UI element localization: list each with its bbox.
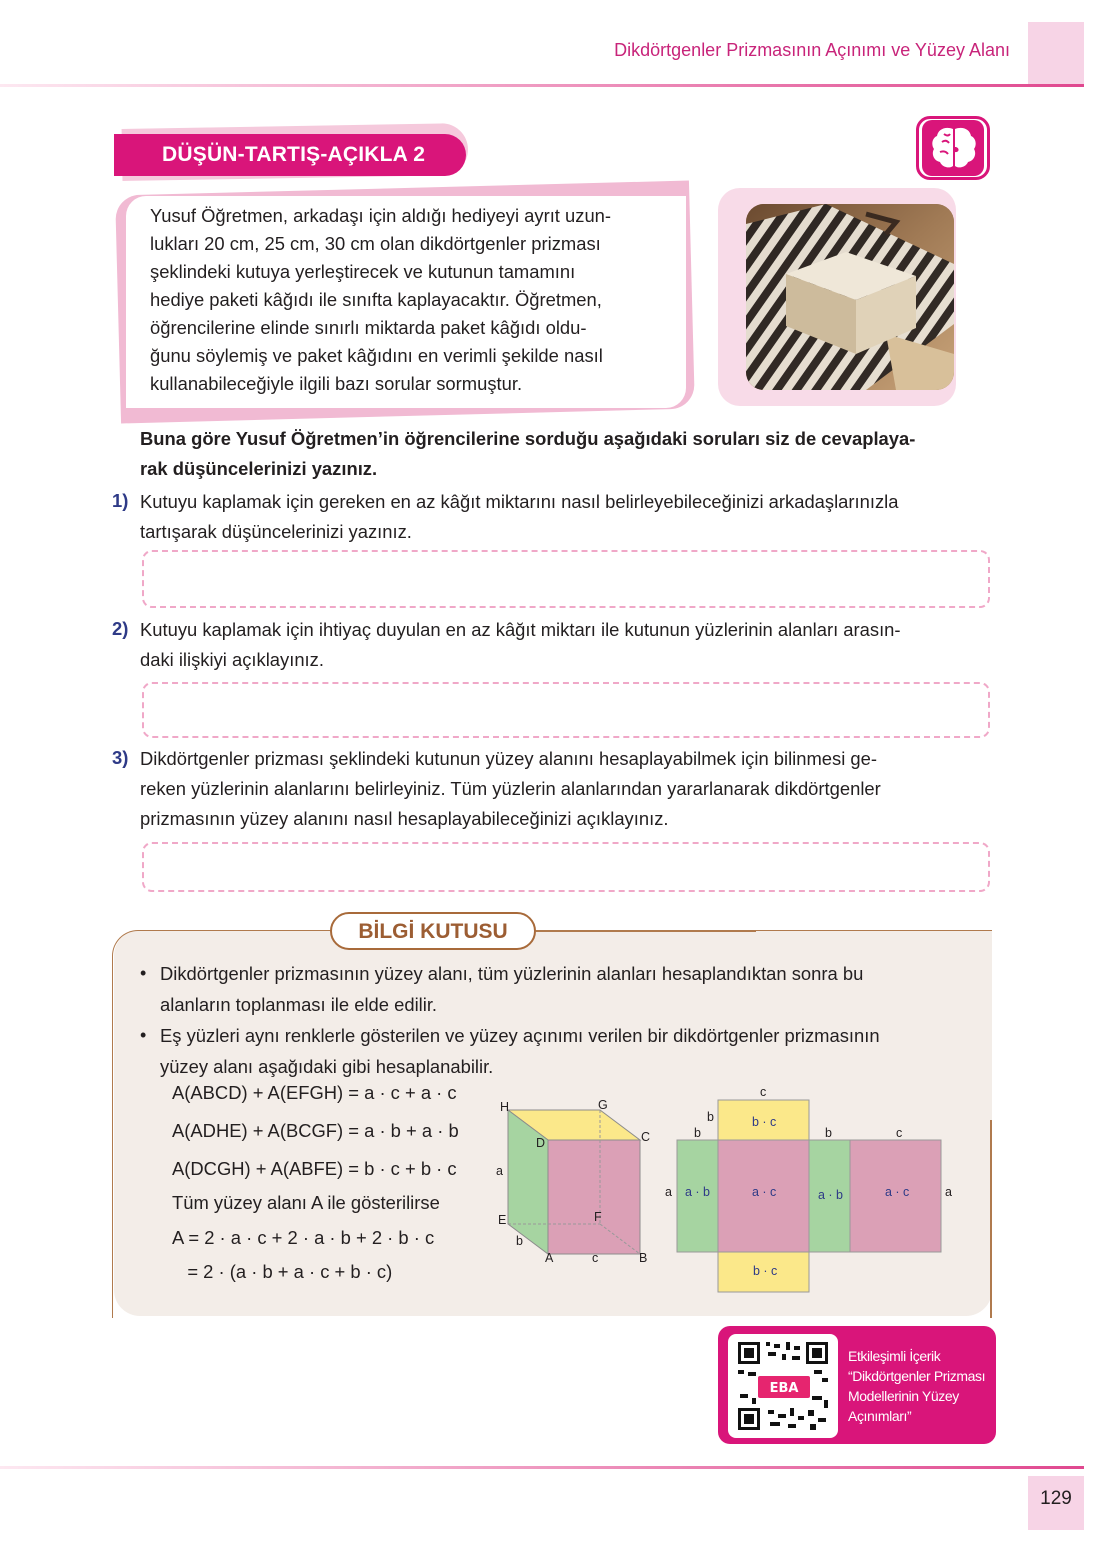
answer-box-3[interactable] [142, 842, 990, 892]
question-line: prizmasının yüzey alanını nasıl hesaplayabileceğinizi açıklayınız. [140, 808, 669, 829]
net-label-b-2: b [825, 1126, 832, 1140]
brain-puzzle-icon [922, 120, 984, 176]
question-line: daki ilişkiyi açıklayınız. [140, 649, 324, 670]
question-line: tartışarak düşüncelerinizi yazınız. [140, 521, 412, 542]
story-line: öğrencilerine elinde sınırlı miktarda paket kâğıdı oldu- [150, 317, 587, 338]
prism-label-h: H [500, 1100, 510, 1114]
story-line: lukları 20 cm, 25 cm, 30 cm olan dikdörtgenler prizması [150, 233, 601, 254]
prism-label-g: G [598, 1098, 608, 1112]
section-title: DÜŞÜN-TARTIŞ-AÇIKLA 2 [114, 134, 466, 176]
equation-5: A = 2 · a · c + 2 · a · b + 2 · b · c [172, 1227, 435, 1248]
question-line: Kutuyu kaplamak için ihtiyaç duyulan en az kâğıt miktarı ile kutunun yüzlerinin alanları arasın- [140, 619, 901, 640]
header-tab [1028, 22, 1084, 84]
equation-3: A(DCGH) + A(ABFE) = b · c + b · c [172, 1158, 457, 1179]
info-box-title: BİLGİ KUTUSU [330, 912, 536, 950]
net-label-c-top: c [760, 1085, 767, 1099]
qr-caption-line: Modellerinin Yüzey [848, 1388, 959, 1404]
qr-code[interactable] [728, 1334, 838, 1438]
story-line: şeklindeki kutuya yerleştirecek ve kutunun tamamını [150, 261, 576, 282]
net-face-label-bottom: b · c [753, 1264, 778, 1278]
header-rule [0, 84, 1084, 87]
story-line: kullanabileceğiyle ilgili bazı sorular sormuştur. [150, 373, 523, 394]
net-label-a-right: a [945, 1185, 952, 1199]
info-rule [536, 930, 756, 932]
prism-label-e: E [498, 1213, 507, 1227]
bullet-dot: • [140, 963, 147, 983]
instruction-text [140, 424, 990, 484]
answer-box-2[interactable] [142, 682, 990, 738]
net-face-label-far: a · c [885, 1185, 910, 1199]
question-1-text [140, 487, 990, 547]
net-face-label-top: b · c [752, 1115, 777, 1129]
qr-caption-line: Etkileşimli İçerik [848, 1348, 941, 1364]
question-1-number: 1) [112, 490, 129, 511]
net-label-b-left: b [707, 1110, 714, 1124]
footer-rule [0, 1466, 1084, 1469]
question-3-number: 3) [112, 747, 129, 768]
info-rule-right [990, 1120, 992, 1318]
story-line: hediye paketi kâğıdı ile sınıfta kaplayacaktır. Öğretmen, [150, 289, 602, 310]
bullet-item [140, 958, 968, 1020]
net-face-label-center: a · c [752, 1185, 777, 1199]
prism-label-b-edge: b [516, 1234, 523, 1248]
prism-label-d: D [536, 1136, 546, 1150]
question-2-text [140, 615, 990, 675]
prism-label-b-vertex: B [639, 1251, 648, 1265]
net-label-b-1: b [694, 1126, 701, 1140]
net-label-c-2: c [896, 1126, 903, 1140]
equation-4: Tüm yüzey alanı A ile gösterilirse [172, 1192, 440, 1213]
prism-label-c-edge: c [592, 1251, 599, 1265]
net-face-label-left: a · b [685, 1185, 711, 1199]
page-number: 129 [1040, 1488, 1072, 1509]
prism-label-a-edge: a [496, 1164, 503, 1178]
answer-box-1[interactable] [142, 550, 990, 608]
instruction-line: rak düşüncelerinizi yazınız. [140, 458, 378, 479]
instruction-line: Buna göre Yusuf Öğretmen’in öğrencilerine sorduğu aşağıdaki soruları siz de cevaplaya- [140, 428, 916, 449]
qr-caption-line: Açınımları” [848, 1408, 912, 1424]
question-line: Dikdörtgenler prizması şeklindeki kutunun yüzey alanını hesaplayabilmek için bilinmesi ge- [140, 748, 878, 769]
qr-caption-line: “Dikdörtgenler Prizması [848, 1368, 986, 1384]
question-line: Kutuyu kaplamak için gereken en az kâğıt miktarını nasıl belirleyebileceğinizi arkadaşlarınızla [140, 491, 899, 512]
story-line: Yusuf Öğretmen, arkadaşı için aldığı hediyeyi ayrıt uzun- [150, 205, 612, 226]
question-3-text [140, 744, 990, 834]
bullet-line: Eş yüzleri aynı renklerle gösterilen ve yüzey açınımı verilen bir dikdörtgenler prizmasının [160, 1025, 880, 1046]
equation-2: A(ADHE) + A(BCGF) = a · b + a · b [172, 1120, 459, 1141]
bullet-line: yüzey alanı aşağıdaki gibi hesaplanabilir. [160, 1056, 494, 1077]
header-title: Dikdörtgenler Prizmasının Açınımı ve Yüzey Alanı [614, 40, 1010, 60]
prism-label-f: F [594, 1210, 602, 1224]
net-label-a-left: a [665, 1185, 672, 1199]
question-line: reken yüzlerinin alanlarını belirleyiniz. Tüm yüzlerin alanlarından yararlanarak dikdörtgenler [140, 778, 881, 799]
equation-6: = 2 · (a · b + a · c + b · c) [172, 1261, 393, 1282]
bullet-dot: • [140, 1025, 147, 1045]
qr-caption[interactable] [848, 1346, 994, 1426]
bullet-text [160, 1020, 968, 1082]
story-text [126, 196, 686, 408]
prism-front-face [548, 1140, 640, 1254]
story-line: ğunu söylemiş ve paket kâğıdını en verimli şekilde nasıl [150, 345, 603, 366]
qr-logo: EBA [769, 1381, 799, 1396]
info-bullets [140, 958, 968, 1082]
bullet-item [140, 1020, 968, 1082]
equation-1: A(ABCD) + A(EFGH) = a · c + a · c [172, 1082, 457, 1103]
prism-label-a-vertex: A [545, 1251, 554, 1265]
gift-box-photo [746, 204, 954, 390]
bullet-line: Dikdörtgenler prizmasının yüzey alanı, tüm yüzlerinin alanları hesaplandıktan sonra bu [160, 963, 864, 984]
net-face-label-right: a · b [818, 1188, 844, 1202]
prism-label-c-vertex: C [641, 1130, 651, 1144]
question-2-number: 2) [112, 618, 129, 639]
bullet-line: alanların toplanması ile elde edilir. [160, 994, 438, 1015]
bullet-text [160, 958, 968, 1020]
